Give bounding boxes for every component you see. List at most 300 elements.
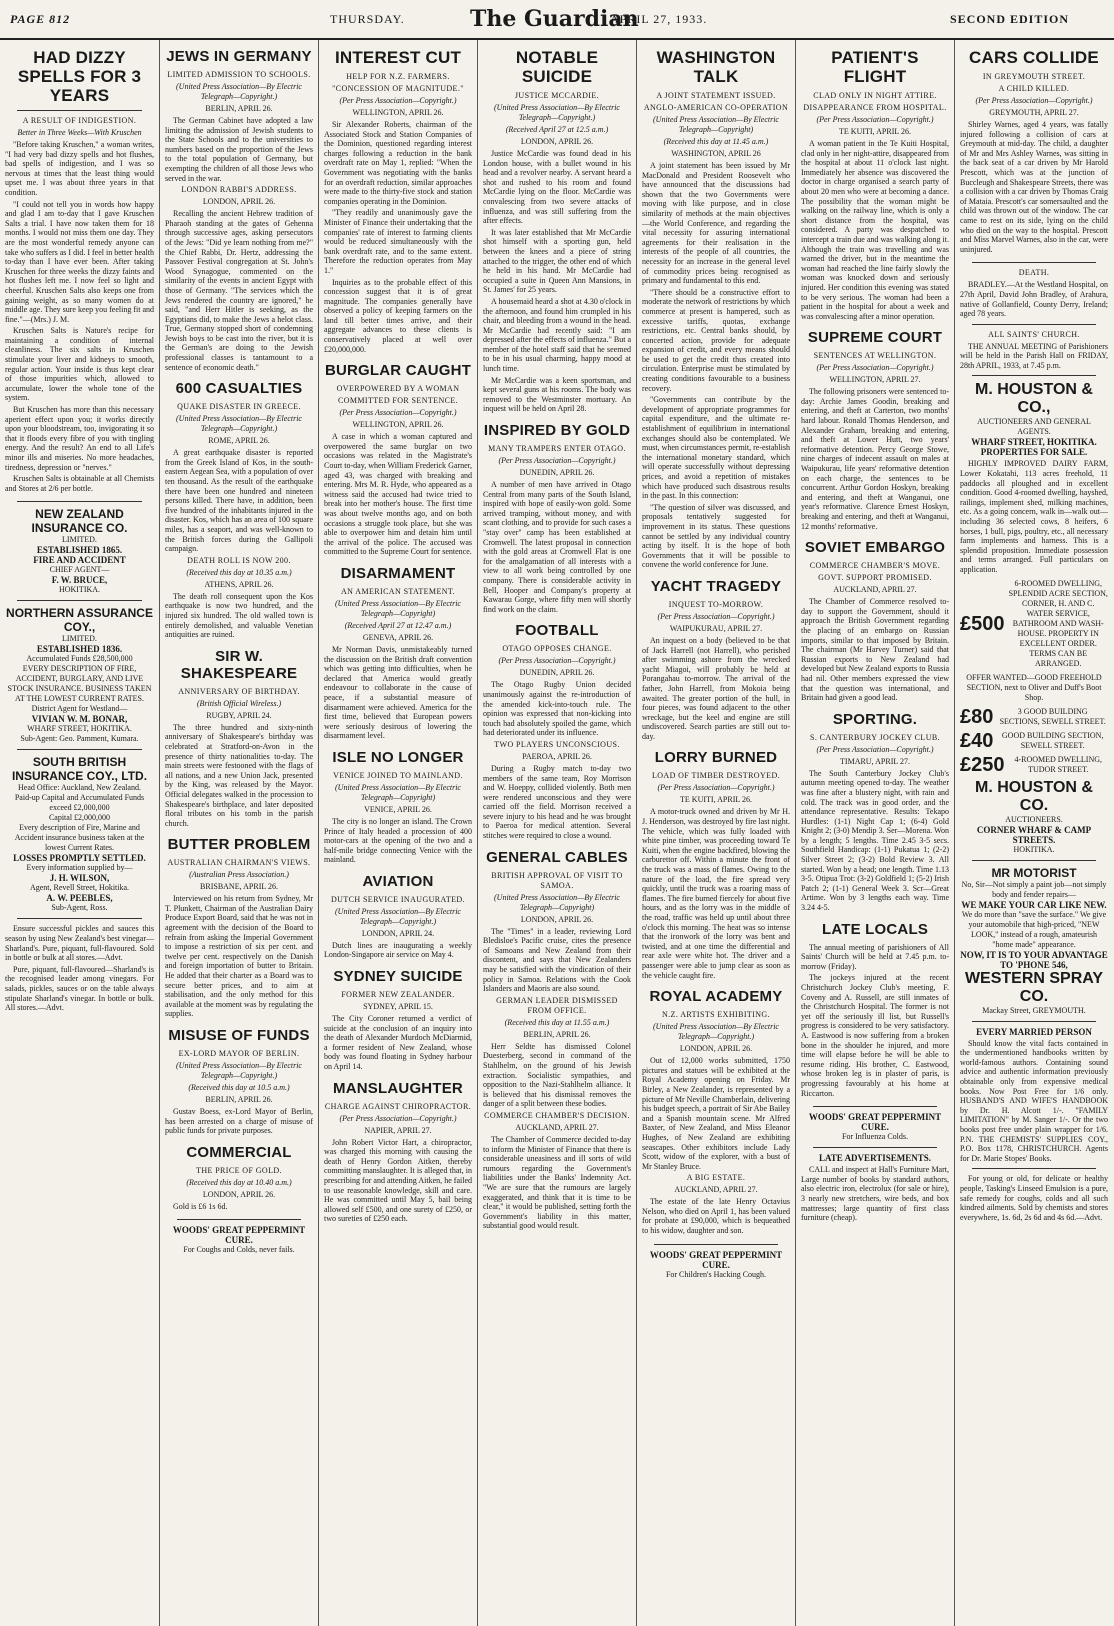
source-line: (United Press Association—By Electric Telegraph—Copyright.) bbox=[653, 1022, 779, 1042]
ad-name: NORTHERN ASSURANCE COY., bbox=[6, 606, 153, 635]
dateline: LONDON, APRIL 26. bbox=[520, 914, 594, 924]
ad-line: Mackay Street, GREYMOUTH. bbox=[982, 1005, 1086, 1015]
ad-name: MR MOTORIST bbox=[991, 865, 1077, 880]
price-row bbox=[960, 579, 1108, 669]
headline: SPORTING. bbox=[832, 710, 918, 728]
subheading: CLAD ONLY IN NIGHT ATTIRE. bbox=[813, 91, 937, 100]
dateline: TE KUITI, APRIL 26. bbox=[839, 127, 911, 136]
headline: SIR W. SHAKESPEARE bbox=[180, 647, 298, 682]
ad-line: A. W. PEEBLES, bbox=[46, 893, 113, 904]
subheading: OVERPOWERED BY A WOMAN bbox=[336, 384, 460, 394]
headline: GENERAL CABLES bbox=[486, 848, 628, 866]
source-line: (Per Press Association—Copyright.) bbox=[339, 1113, 457, 1123]
masthead bbox=[0, 0, 1114, 40]
article-supreme-court bbox=[801, 329, 949, 531]
article-misuse-of-funds bbox=[165, 1027, 313, 1136]
article-manslaughter bbox=[324, 1080, 472, 1224]
ad-nz-insurance bbox=[5, 507, 154, 595]
subheading: "CONCESSION OF MAGNITUDE." bbox=[332, 84, 464, 93]
paragraph: Shirley Warnes, aged 4 years, was fatally injured following a collision of cars at Greymouth at mid-day. The child, a daughter of Mr and Mrs Ashley Warnes, was sitting in the back seat of a car driven by Mr Harold Prescott, which was at the junction of Buccleugh and Shakespeare Streets, there was a collision with a car driven by Thomas Craig of Mataia. Prescott's car somersaulted and the child was thrown out of the window. The car came to rest on its side, lying on the child who died on the way to the hospital. Prescott and Miss Marvel Warnes, also in the car, were uninjured. bbox=[960, 120, 1108, 254]
dateline: ROME, APRIL 26. bbox=[208, 436, 270, 446]
subheading: GERMAN LEADER DISMISSED FROM OFFICE. bbox=[496, 995, 618, 1015]
advert-paragraph: Pure, piquant, full-flavoured—Sharland's is the recognised leader among vinegars. For salads, pickles, sauces or on the table always stipulate Sharland's vinegar. In bottle or bulk. All stores.—Advt. bbox=[5, 964, 154, 1013]
dateline: LONDON, APRIL 26. bbox=[520, 137, 594, 146]
headline: SUPREME COURT bbox=[807, 329, 943, 347]
subheading: EX-LORD MAYOR OF BERLIN. bbox=[178, 1049, 300, 1058]
article-isle-no-longer bbox=[324, 749, 472, 865]
subheading: LOAD OF TIMBER DESTROYED. bbox=[651, 771, 781, 781]
paragraph: The City Coroner returned a verdict of suicide at the conclusion of an inquiry into the death of Alexander Murdoch McDiarmid, a former resident of New Zealand, whose body was found floating in Sydney harbour on April 14. bbox=[324, 1014, 472, 1072]
dateline: WAIPUKURAU, APRIL 27. bbox=[669, 623, 763, 633]
paragraph: Dutch lines are inaugurating a weekly London-Singapore air service on May 4. bbox=[324, 940, 472, 960]
subheading: S. CANTERBURY JOCKEY CLUB. bbox=[809, 732, 941, 742]
headline: SOVIET EMBARGO bbox=[804, 539, 946, 557]
dateline: WELLINGTON, APRIL 27. bbox=[829, 375, 921, 385]
ad-name: WOODS' GREAT PEPPERMINT CURE. bbox=[808, 1112, 942, 1133]
subheading: A JOINT STATEMENT ISSUED. bbox=[656, 91, 776, 100]
divider bbox=[17, 600, 142, 601]
paragraph: An inquest on a body (believed to be that of Jack Harrell (not Harrell), who perished after swimming ashore from the wrecked yacht Miagoi, will probably be held at Porangahau to-morrow. The arrival of the father, John Harrell, from Mokoia being awaited. The greater portion of the hull, in four pieces, was found adjacent to the other wreckage, but the keel and engine are still undiscovered. Search parties are still out to-day. bbox=[642, 635, 790, 741]
column-2 bbox=[159, 40, 318, 1626]
subheading: FORMER NEW ZEALANDER. bbox=[341, 990, 455, 1000]
advert-paragraph: For young or old, for delicate or healthy people, Tasking's Linseed Emulsion is a pure, safe remedy for coughs, colds and all such kindred ailments. Sold by chemists and stores everywhere, 1s. 6d, 2s 6d and 4s 6d.—Advt. bbox=[960, 1174, 1108, 1222]
article-washington-talk bbox=[642, 48, 790, 570]
paragraph: BRADLEY.—At the Westland Hospital, on 27th April, David John Bradley, of Arahura, native of Gollanfield, County Derry, Ireland; aged 78 years. bbox=[960, 280, 1108, 319]
dateline: NAPIER, APRIL 27. bbox=[364, 1125, 432, 1135]
price-row bbox=[960, 707, 1108, 727]
subheading: CHARGE AGAINST CHIROPRACTOR. bbox=[324, 1101, 472, 1111]
ad-name: M. HOUSTON & CO. bbox=[975, 778, 1093, 814]
headline: MANSLAUGHTER bbox=[333, 1079, 463, 1097]
article-kruschen bbox=[5, 48, 154, 493]
dateline: TE KUITI, APRIL 26. bbox=[680, 795, 752, 805]
paragraph: Inquiries as to the probable effect of this concession suggest that it is of great magnitude. The companies generally have observed a policy of keeping farmers on the land till better times arrive, and their aggregate advances to these clients is conservatively placed at well over £20,000,000. bbox=[324, 277, 472, 354]
ad-line: VIVIAN W. M. BONAR, bbox=[31, 714, 128, 725]
masthead-date: APRIL 27, 1933. bbox=[610, 12, 708, 26]
divider bbox=[17, 110, 142, 111]
divider bbox=[972, 262, 1096, 263]
headline: PATIENT'S FLIGHT bbox=[831, 48, 919, 86]
ad-line: AUCTIONEERS AND GENERAL AGENTS. bbox=[977, 417, 1091, 437]
source-line: (United Press Association—By Electric Telegraph—Copyright.) bbox=[176, 1061, 302, 1080]
ad-line: CHIEF AGENT— bbox=[49, 565, 110, 575]
paragraph: The jockeys injured at the recent Christchurch Jockey Club's meeting, F. Coveny and A. Russell, are still inmates of the Christchurch Hospital. The former is not yet off the seriously ill list, but Russell's progress is considered to be very satisfactory. A. Eastwood is now suffering from a broken bone in the shoulder he injured, and more time will elapse before he will be able to resume riding. His brother, C. Eastwood, whose broken leg is in plaster of paris, is progressing favourably at his home at Riccarton. bbox=[801, 973, 949, 1098]
subheading: IN GREYMOUTH STREET. bbox=[982, 72, 1086, 81]
paragraph: The Chamber of Commerce resolved to-day to support the Government, should it approach the British Government regarding the placing of an embargo on Russian imports, similar to that imposed by Britain. The chairman (Mr Harvey Turner) said that Russian exports to New Zealand had developed but New Zealand exports to Russia had nil. Other members expressed the view that the question was international, and Britain had given a good lead. bbox=[801, 597, 949, 703]
article-sydney-suicide bbox=[324, 968, 472, 1072]
paragraph: Justice McCardie was found dead in his London house, with a bullet wound in his head and a revolver nearby. A servant heard a shot and rushed to his room and found McCardie lying on the floor. McCardie was convalescing from two severe attacks of influenza, and was still suffering from the after effects. bbox=[483, 149, 631, 226]
price-row bbox=[960, 755, 1108, 775]
source-line: (Per Press Association—Copyright.) bbox=[339, 408, 457, 418]
dateline: BERLIN, APRIL 26. bbox=[523, 1029, 591, 1039]
subheading: SENTENCES AT WELLINGTON. bbox=[813, 351, 937, 361]
subheading: Better in Three Weeks—With Kruschen bbox=[17, 128, 142, 137]
divider bbox=[17, 918, 142, 919]
paragraph: The South Canterbury Jockey Club's autumn meeting opened to-day. The weather was fine after a blustery night, with rain and cold. The track was in good order, and the attendance representative. Results: Tekapo Hurdles: (1-1) Night Cap 1; (6-4) Gold Knight 2; (3-0) Mendip 3. Ser—Morena. Won by a length; 5 lengths. Time 2.45 3-5 secs. Southfield Handicap: (1-1) Pukatua 1; (2-2) Silver Street 2; (3-2) Bold Review 3. All started. Won by a head; one length. Time 1.13 3-5. Otipua Trot: (3-2) Goldfield 1; (5-2) Irish Patch 2; (1-1) General Week 3. Scr—Great Artime. Won by 3 lengths each way. Time 3.24 4-5. bbox=[801, 768, 949, 913]
divider bbox=[972, 375, 1096, 376]
ad-line: WE MAKE YOUR CAR LIKE NEW. bbox=[961, 899, 1107, 910]
paragraph: A motor-truck owned and driven by Mr H. J. Henderson, was destroyed by fire last night. The vehicle, which was fully loaded with white pine timber, was proceeding toward Te Kuiti, when the engine backfired, blowing the carburettor off. Within a minute the front of the truck was a mass of flames. Owing to the nature of the load, the fire spread very quickly, until the truck was a roaring mass of flames. The fire burned fiercely for about five hours, and as the lorry was in the middle of the road, traffic was held up until about three o'clock this morning. The heat was so intense that the ironwork of the lorry was bent and twisted, and at one time the differential and rear axle were white hot. The driver and a passenger were able to jump clear as soon as the vehicle caught fire. bbox=[642, 807, 790, 980]
paragraph: The German Cabinet have adopted a law limiting the admission of Jewish students to the State Schools and to the universities to numbers based on the proportion of the Jews to the total population of Germany, but exempting the children of all those Jews who served in the war. bbox=[165, 116, 313, 183]
subheading: DUTCH SERVICE INAUGURATED. bbox=[331, 894, 465, 904]
article-royal-academy bbox=[642, 988, 790, 1236]
paragraph: The Chamber of Commerce decided to-day to inform the Minister of Finance that there is considerable uneasiness and ill sorts of wild rumours regarding the Government's liabilities under the Banks' Indemnity Act. "We are sure that the rumours are largely exaggerated, and think that it is time to be clear," it would be published, setting forth the Government's liability in this matter, substantial good would result. bbox=[483, 1134, 631, 1231]
headline: AVIATION bbox=[362, 872, 434, 890]
paragraph: "The question of silver was discussed, and proposals tentatively suggested for improvement in its status. These questions cannot be settled by any individual country acting by itself. It is the hope of both Governments that it will be possible to convene the world conference for June. bbox=[642, 502, 790, 570]
paragraph: Kruschen Salts is Nature's recipe for maintaining a condition of internal cleanliness. The six salts in Kruschen stimulate your liver and kidneys to smooth, regular action. Your inside is thus kept clear of those impurities which, allowed to accumulate, lower the whole tone of the system. bbox=[5, 326, 154, 403]
dateline: LONDON, APRIL 26. bbox=[202, 1189, 276, 1199]
price-description: 6-ROOMED DWELLING, SPLENDID ACRE SECTION, CORNER, H. AND C. WATER SERVICE, BATHROOM AND WASH-HOUSE. PROPERTY IN EXCELLENT ORDER. TERMS CAN BE ARRANGED. bbox=[1008, 578, 1108, 668]
article-jews-in-germany bbox=[165, 48, 313, 372]
ad-line: Sub-Agent: Geo. Pamment, Kumara. bbox=[20, 734, 139, 744]
headline: DISARMAMENT bbox=[340, 564, 456, 582]
paragraph: CALL and inspect at Hall's Furniture Mart, Large number of books by standard authors, also electric iron, electrolux (for sale or hire), 3 nearly new stretchers, wire beds, and box mattresses; large quantity of first class furniture (cheap). bbox=[801, 1165, 949, 1223]
article-cars-collide bbox=[960, 48, 1108, 254]
divider bbox=[972, 860, 1096, 861]
paragraph: It was later established that Mr McCardie shot himself with a sporting gun, held between the knees and a piece of string attached to the trigger, the other end of which he held in his hand. Mr McCardie had occupied a suite in Queen Ann Mansions, in St. James' for 25 years. bbox=[483, 227, 631, 295]
article-burglar-caught bbox=[324, 362, 472, 557]
ad-name: EVERY MARRIED PERSON bbox=[976, 1026, 1092, 1037]
headline: INTEREST CUT bbox=[334, 48, 462, 67]
article-football bbox=[483, 622, 631, 840]
divider bbox=[654, 1244, 778, 1245]
ad-line: Paid-up Capital and Accumulated Funds exceed £2,000,000 bbox=[14, 793, 145, 813]
ad-line: Accumulated Funds £28,500,000 bbox=[26, 654, 133, 664]
price-description: 3 GOOD BUILDING SECTIONS, SEWELL STREET. bbox=[999, 706, 1106, 726]
ad-line: ESTABLISHED 1865. bbox=[36, 545, 123, 556]
ad-line: HOKITIKA. bbox=[58, 585, 101, 595]
ad-line: Every information supplied by— bbox=[26, 863, 133, 873]
ad-name: M. HOUSTON & CO., bbox=[975, 381, 1093, 417]
ad-married-person bbox=[960, 1027, 1108, 1164]
subheading: A CHILD KILLED. bbox=[998, 84, 1070, 93]
source-line: (Per Press Association—Copyright.) bbox=[498, 656, 616, 666]
dateline: AUCKLAND, APRIL 27. bbox=[674, 1185, 758, 1195]
ad-line: CORNER WHARF & CAMP STREETS. bbox=[976, 824, 1092, 845]
subheading: AUSTRALIAN CHAIRMAN'S VIEWS. bbox=[167, 858, 311, 868]
subheading: DEATH. bbox=[1018, 268, 1050, 278]
headline: LATE LOCALS bbox=[821, 920, 929, 938]
source-line: (Received this day at 11.55 a.m.) bbox=[504, 1017, 610, 1027]
page-number: PAGE 812 bbox=[10, 12, 71, 26]
ad-line: For Influenza Colds. bbox=[842, 1132, 908, 1142]
article-shakespeare bbox=[165, 648, 313, 829]
paragraph: Sir Alexander Roberts, chairman of the Associated Stock and Station Companies of the Dominion, questioned regarding interest charges following a reduction in the bank overdraft rate on May 1, replied: "When the Government was negotiating with the banks for an overdraft reduction, similar approaches were made to the thirty-five stock and station companies operating in the Dominion. bbox=[324, 120, 472, 206]
column-4 bbox=[477, 40, 636, 1626]
dateline: GREYMOUTH, APRIL 27. bbox=[989, 108, 1079, 117]
subheading: OTAGO OPPOSES CHANGE. bbox=[502, 644, 612, 654]
paragraph: A woman patient in the Te Kuiti Hospital, clad only in her night-attire, disappeared from the hospital at about 11 o'clock last night. Immediately her absence was discovered the doctor in charge organised a search party of about 20 men who were at becoming a dance. The possibility that the woman might be walking on the railway line, which is only a short distance from the hospital, was considered. A party was despatched to intercept a train due and was walking along it. Although the train was travelling and was warned the driver, but in the meantime the woman had reached the line fairly slowly the woman was knocked down and seriously injured. Her condition this evening was stated to be very serious. The woman had been a patient in the hospital for about a week and was convalescing after a minor operation. bbox=[801, 139, 949, 321]
subheading: ANNIVERSARY OF BIRTHDAY. bbox=[178, 686, 300, 696]
ad-line: WHARF STREET, HOKITIKA. bbox=[971, 437, 1097, 448]
price-row bbox=[960, 731, 1108, 751]
ad-m-houston bbox=[960, 381, 1108, 854]
paragraph: During a Rugby match to-day two members of the same team, Roy Morrison and W. Hoeppy, collided violently. Both men were rendered unconscious and they were carried off the field. Morrison received a severe injury to his head and he was brought to Paeroa for medical attention. Several stitches were required to close a wound. bbox=[483, 763, 631, 841]
subheading: COMMITTED FOR SENTENCE. bbox=[337, 396, 459, 406]
ad-line: Sub-Agent, Ross. bbox=[51, 903, 108, 913]
article-disarmament bbox=[324, 565, 472, 741]
ad-line: For Children's Hacking Cough. bbox=[665, 1269, 767, 1279]
source-line: (British Official Wireless.) bbox=[196, 698, 282, 708]
subheading: VENICE JOINED TO MAINLAND. bbox=[333, 770, 463, 780]
subheading: LONDON RABBI'S ADDRESS. bbox=[181, 185, 297, 195]
divider bbox=[813, 1147, 937, 1148]
source-line: (Received April 27 at 12.5 a.m.) bbox=[505, 125, 609, 134]
headline: WASHINGTON TALK bbox=[656, 48, 776, 86]
headline: ROYAL ACADEMY bbox=[649, 988, 783, 1006]
subheading: HELP FOR N.Z. FARMERS. bbox=[346, 72, 450, 81]
divider bbox=[972, 1168, 1096, 1169]
source-line: (United Press Association—By Electric Telegraph—Copyright.) bbox=[176, 414, 302, 434]
price: £40 bbox=[960, 729, 994, 752]
headline: ISLE NO LONGER bbox=[332, 748, 464, 766]
paragraph: Herr Seldte has dismissed Colonel Duesterberg, second in command of the Stahlhelm, on the ground of his Jewish extraction. Socialistic sympathies, and opposition to the Nazi-Stahlhelm alliance. It is believed that his dismissal removes the danger of a split between these bodies. bbox=[483, 1041, 631, 1109]
article-patients-flight bbox=[801, 48, 949, 321]
headline: SYDNEY SUICIDE bbox=[333, 968, 463, 986]
dateline: LONDON, APRIL 24. bbox=[361, 928, 435, 938]
ad-line: Every description of Fire, Marine and Accident insurance business taken at the lowest Current Rates. bbox=[14, 823, 145, 853]
ad-western-spray bbox=[960, 866, 1108, 1016]
article-aviation bbox=[324, 873, 472, 960]
paragraph: Should know the vital facts contained in the undermentioned handbooks written by world-famous authors. Containing sound advice and authentic information previously obtainable only from expensive medical books. Now Post Free for 1/6 only. HUSBAND'S AND WIFE'S HANDBOOK by Dr. H. Alcott 1/-. "FAMILY LIMITATION" by M. Sanger 1/-. Or the two books post free under plain wrapper for 1/6. P.N. THE CHEMISTS' SUPPLIES COY., P.O. Box 1178, CHRISTCHURCH. Agents for Dr. Marie Stopes' Books. bbox=[960, 1038, 1108, 1163]
ad-line: LIMITED. bbox=[62, 634, 97, 644]
dateline: TIMARU, APRIL 27. bbox=[840, 756, 910, 766]
article-lorry-burned bbox=[642, 749, 790, 980]
article-soviet-embargo bbox=[801, 539, 949, 703]
dateline: DUNEDIN, APRIL 26. bbox=[519, 668, 595, 678]
column-6 bbox=[795, 40, 954, 1626]
subheading: COMMERCE CHAMBER'S MOVE. bbox=[809, 561, 941, 571]
ad-line: No, Sir—Not simply a paint job—not simply body and fender repairs— bbox=[961, 879, 1107, 899]
dateline: LONDON, APRIL 26. bbox=[679, 1044, 753, 1054]
headline: MISUSE OF FUNDS bbox=[168, 1027, 310, 1044]
ad-name: WESTERN SPRAY CO. bbox=[964, 969, 1104, 1005]
paragraph: "Before taking Kruschen," a woman writes, "I had very bad dizzy spells and hot flushes, bad spells of indigestion, and I was so nervous at times that the least thing would upset me. I was about three years in that condition. bbox=[5, 140, 154, 197]
source-line: (Received this day at 10.35 a.m.) bbox=[186, 567, 292, 577]
dateline: ATHENS, APRIL 26. bbox=[204, 579, 274, 589]
subheading: A RESULT OF INDIGESTION. bbox=[22, 116, 137, 125]
divider bbox=[813, 1106, 937, 1107]
source-line: (Per Press Association—Copyright.) bbox=[657, 783, 775, 793]
dateline: BRISBANE, APRIL 26. bbox=[200, 882, 278, 892]
paragraph: "There should be a constructive effort to moderate the network of restrictions by which commerce at present is hampered, such as excessive tariffs, quotas, exchange restrictions, etc. Central banks should, by concerted action, provide for adequate expansion of credit, and every means should be used to get the credit thus created into circulation. Enterprise must be stimulated by creating conditions favourable to a business recovery. bbox=[642, 287, 790, 393]
ad-line: EVERY DESCRIPTION OF FIRE, ACCIDENT, BURGLARY, AND LIVE STOCK INSURANCE. BUSINESS TAKEN AT THE LOWEST CURRENT RATES. bbox=[7, 664, 152, 704]
dateline: AUCKLAND, APRIL 27. bbox=[515, 1122, 599, 1132]
paragraph: Mr McCardie was a keen sportsman, and kept several guns at his rooms. The body was removed to the Westminster mortuary. An inquest will be held on April 28. bbox=[483, 375, 631, 414]
subheading: LIMITED ADMISSION TO SCHOOLS. bbox=[167, 70, 311, 79]
ad-line: F. W. BRUCE, bbox=[51, 575, 108, 586]
dateline: PAEROA, APRIL 26. bbox=[522, 751, 592, 761]
price: £500 bbox=[960, 612, 1005, 635]
dateline: AUCKLAND, APRIL 27. bbox=[833, 585, 917, 595]
dateline: WASHINGTON, APRIL 26 bbox=[671, 149, 761, 158]
article-general-cables bbox=[483, 849, 631, 1231]
source-line: (United Press Association—By Electric Telegraph—Copyright.) bbox=[335, 906, 461, 926]
source-line: (Per Press Association—Copyright.) bbox=[498, 456, 616, 466]
source-line: (United Press Association—By Electric Telegraph—Copyright) bbox=[653, 115, 779, 134]
price-description: GOOD BUILDING SECTION, SEWELL STREET. bbox=[1001, 730, 1104, 750]
divider bbox=[972, 324, 1096, 325]
headline: JEWS IN GERMANY bbox=[166, 48, 312, 65]
divider bbox=[17, 501, 142, 502]
paragraph: Kruschen Salts is obtainable at all Chemists and Stores at 2/6 per bottle. bbox=[5, 474, 154, 493]
paragraph: "They readily and unanimously gave the Minister of Finance their undertaking that the companies' rate of interest to farming clients would be reduced simultaneously with the bank overdraft rate, and to the same extent. Therefore the reduction operates from May 1." bbox=[324, 208, 472, 275]
subheading: ALL SAINTS' CHURCH. bbox=[988, 329, 1080, 339]
ad-line: For Coughs and Colds, never fails. bbox=[183, 1245, 295, 1255]
paragraph: Gustav Boess, ex-Lord Mayor of Berlin, has been arrested on a charge of misuse of public funds for private purposes. bbox=[165, 1107, 313, 1136]
subheading: ANGLO-AMERICAN CO-OPERATION bbox=[643, 103, 789, 112]
column-5 bbox=[636, 40, 795, 1626]
dateline: BERLIN, APRIL 26. bbox=[205, 1095, 273, 1104]
dateline: BERLIN, APRIL 26. bbox=[205, 104, 273, 113]
paragraph: THE ANNUAL MEETING of Parishioners will be held in the Parish Hall on FRIDAY, 28th APRIL, 1933, at 7.45 p.m. bbox=[960, 341, 1108, 370]
source-line: (United Press Association—By Electric Telegraph—Copyright) bbox=[335, 782, 461, 802]
subheading: MANY TRAMPERS ENTER OTAGO. bbox=[488, 444, 626, 454]
divider bbox=[972, 1021, 1096, 1022]
column-7 bbox=[954, 40, 1113, 1626]
headline: BURGLAR CAUGHT bbox=[324, 362, 472, 380]
headline: CARS COLLIDE bbox=[969, 48, 1099, 67]
ad-name: SOUTH BRITISH INSURANCE COY., LTD. bbox=[11, 755, 148, 784]
article-commercial bbox=[165, 1144, 313, 1212]
headline: 600 CASUALTIES bbox=[175, 380, 303, 398]
paragraph: The Otago Rugby Union decided unanimously against the re-introduction of the amended kick-into-touch rule. The opinion was expressed that non-kicking into touch had absolutely spoiled the game, which had deteriorated under its influence. bbox=[483, 680, 631, 738]
subheading: QUAKE DISASTER IN GREECE. bbox=[177, 402, 301, 412]
dateline: GENEVA, APRIL 26. bbox=[362, 632, 434, 642]
ad-line: District Agent for Westland— bbox=[31, 704, 128, 714]
advert-paragraph: Ensure successful pickles and sauces this season by using New Zealand's best vinegar—Sharland's. Pure, piquant, full-flavoured. Sold in bottle or bulk at all stores.—Advt. bbox=[5, 924, 154, 963]
source-line: (Per Press Association—Copyright.) bbox=[816, 744, 934, 754]
paragraph: Interviewed on his return from Sydney, Mr T. Plunkett, Chairman of the Australian Dairy Produce Export Board, said that he was not in agreement with the decision of the Board to refrain from asking the Imperial Government to impose a restriction of six per cent. and twelve per cent. respectively on the Danish and foreign importation of butter to Britain. He added that their charter as a Board was to secure better prices, and to aim at stabilisation, and the only method for this available at the moment was by regulating the supplies. bbox=[165, 894, 313, 1019]
ad-line: Head Office: Auckland, New Zealand. bbox=[18, 783, 141, 793]
dateline: DUNEDIN, APRIL 26. bbox=[519, 468, 595, 478]
divider bbox=[17, 749, 142, 750]
ad-line: LOSSES PROMPTLY SETTLED. bbox=[13, 853, 146, 864]
subheading: BRITISH APPROVAL OF VISIT TO SAMOA. bbox=[491, 870, 623, 890]
ad-line: LIMITED. bbox=[62, 535, 97, 545]
paragraph: A case in which a woman captured and overpowered the same burglar on two occasions was related in the Magistrate's Court to-day, when William Frederick Garner, aged 43, was charged with breaking and entering. Mrs M. R. Hyde, who appeared as a witness said the accused had twice tried to break into her mother's house. The first time was about twelve months ago, and on both occasions a struggle took place, but she was able to overpower him and detain him until the arrival of the police. The accused was committed to the Supreme Court for sentence. bbox=[324, 432, 472, 557]
subheading: COMMERCE CHAMBER'S DECISION. bbox=[484, 1110, 630, 1120]
dateline: WELLINGTON, APRIL 26. bbox=[352, 108, 444, 117]
paragraph: A number of men have arrived in Otago Central from many parts of the South Island, inspired with hope of easily-won gold. Some arrived tramping, without money, and with scant clothing, and to provide for such cases a "stay over" camp has been established at Cromwell. The latest proposal in connection with the gold areas at Cromwell Flat is one for the amalgamation of all interests with a view to all work being controlled by one company. There is considerable activity in Bell, Hooper and Company's property at Kawarau Gorge, where fifty men will shortly find work on the claim. bbox=[483, 480, 631, 614]
headline: YACHT TRAGEDY bbox=[650, 577, 782, 595]
ad-name: WOODS' GREAT PEPPERMINT CURE. bbox=[172, 1225, 306, 1246]
article-butter-problem bbox=[165, 836, 313, 1019]
subheading: A BIG ESTATE. bbox=[686, 1173, 746, 1183]
subheading: DISAPPEARANCE FROM HOSPITAL. bbox=[803, 103, 947, 112]
source-line: (Per Press Association—Copyright.) bbox=[816, 363, 934, 373]
ad-woods-peppermint bbox=[165, 1225, 313, 1255]
article-interest-cut bbox=[324, 48, 472, 354]
ad-south-british bbox=[5, 755, 154, 913]
ad-line: FIRE AND ACCIDENT bbox=[33, 555, 126, 566]
headline: INSPIRED BY GOLD bbox=[483, 422, 631, 440]
paragraph: The "Times" in a leader, reviewing Lord Bledisloe's Pacific cruise, cites the presence of Samoans and New Zealand from their discontent, and says that New Zealanders may be satisfied with the vindication of their policy in Samoa. Relations with the Cook Islanders and Maoris are also sound. bbox=[483, 926, 631, 994]
ad-line: Agent, Revell Street, Hokitika. bbox=[29, 883, 130, 893]
subheading: TWO PLAYERS UNCONSCIOUS. bbox=[494, 739, 620, 749]
headline: LORRY BURNED bbox=[654, 749, 778, 767]
dateline: VENICE, APRIL 26. bbox=[364, 804, 432, 814]
paragraph: Recalling the ancient Hebrew tradition of Pharaoh standing at the gates of Gehenna through successive ages, asking persecutors of the Jews: "Did ye learn nothing from me?" the Chief Rabbi, Dr. Hertz, addressing the Passover Festival congregation at St. John's Wood Synagogue, commented on the similarity of the events in ancient Egypt with those of Germany. "The services which the Jews rendered the country are ignored," he said, "and Herr Hitler is seeking, as the Egyptians did, to make the Jews a helot class. True, Germany stopped short of condemning Jewish boys to be cast into the river, but it is the German's are doing to the Jewish professional classes is tantamount to a sentence of economic death." bbox=[165, 209, 313, 372]
divider bbox=[177, 1219, 301, 1220]
paragraph: HIGHLY IMPROVED DAIRY FARM, Lower Kokatahi, 113 acres freehold, 11 paddocks all ploughed and in excellent condition. Good 4-roomed dwelling, hayshed, railings, implement shed, milking machines, etc. As a going concern, walk in—walk out—including 36 selected cows, 8 heifers, 6 horses, 1 bull, pigs, poultry, etc., all necessary farm implements and harness. This is a splendid proposition. Immediate possession and terms arranged. Full particulars on application. bbox=[960, 459, 1108, 574]
headline: COMMERCIAL bbox=[186, 1143, 292, 1161]
paragraph: The annual meeting of parishioners of All Saints' Church will be held at 7.45 p.m. to-morrow (Friday). bbox=[801, 942, 949, 971]
paragraph: "Governments can contribute by the development of appropriate programmes for capital expenditure, and the ultimate re-establishment of equilibrium in international exchanges should also be contemplated. We must, when circumstances permit, re-establish the international monetary standard, which will operate successfully without depressing prices, and avoid a repetition of mistakes which have produced such disastrous results in the past. In this connection: bbox=[642, 395, 790, 501]
paragraph: Mr Norman Davis, unmistakeably turned the discussion on the British draft convention which was getting into difficulties, when he declared that America would greatly endeavour to collaborate in the cause of peace, if a substantial measure of disarmament were achieved. America for the first time, believed that European powers were seriously desirous of lowering the disarmament level. bbox=[324, 644, 472, 741]
source-line: (Received this day at 10.40 a.m.) bbox=[186, 1177, 292, 1187]
ad-name: WOODS' GREAT PEPPERMINT CURE. bbox=[649, 1249, 783, 1270]
price-description: OFFER WANTED—GOOD FREEHOLD SECTION, next to Oliver and Duff's Boot Shop. bbox=[966, 672, 1102, 702]
subheading: N.Z. ARTISTS EXHIBITING. bbox=[661, 1010, 770, 1020]
ad-name: NEW ZEALAND INSURANCE CO. bbox=[31, 507, 128, 536]
source-line: (United Press Association—By Electric Telegraph—Copyright.) bbox=[494, 103, 620, 122]
ad-line: NOW, IT IS TO YOUR ADVANTAGE TO 'PHONE 546, bbox=[960, 949, 1108, 970]
newspaper-title: The Guardian bbox=[470, 6, 639, 32]
price: £250 bbox=[960, 753, 1005, 776]
paragraph: The city is no longer an island. The Crown Prince of Italy headed a procession of 400 motor-cars at the opening of the two and a half-mile bridge connecting Venice with the mainland. bbox=[324, 816, 472, 865]
paragraph: A joint statement has been issued by Mr MacDonald and President Roosevelt who have announced that the discussions had shown that the two Governments were moving with like purpose, and in close similarity of methods at the main objectives—the World Conference, and regarding the vital necessity for assuring international agreements for their realisation in the interests of the people of all countries, the necessity for an increase in the general level of commodity prices being recognised as primary and fundamental to this end. bbox=[642, 161, 790, 286]
ad-late-advertisements bbox=[801, 1153, 949, 1223]
price: £80 bbox=[960, 705, 994, 728]
ad-line: J. H. WILSON, bbox=[49, 873, 110, 884]
paragraph: The death roll consequent upon the Kos earthquake is now two hundred, and the injured six hundred. The old walled town is entirely demolished, and valuable Venetian antiquities are ruined. bbox=[165, 591, 313, 640]
paragraph: A housemaid heard a shot at 4.30 o'clock in the afternoon, and found him crumpled in his chair, and bleeding from a wound in the head. Mr McCardie had recently said: "I am depressed after the effects of influenza." But a member of the hotel staff said that he seemed to be in his usual charming, happy mood at lunch time. bbox=[483, 296, 631, 374]
subheading: JUSTICE MCCARDIE. bbox=[514, 91, 600, 100]
article-notable-suicide bbox=[483, 48, 631, 414]
paragraph: The three hundred and sixty-ninth anniversary of Shakespeare's birthday was celebrated at Stratford-on-Avon in the presence of thirty nationalities to-day. The main streets were festooned with the flags of all nations, and a new Union Jack, presented by the King, was released by the Mayor. Official delegates walked in the procession to Shakespeare's birthplace, and later deposited floral tributes on his tomb in the parish church. bbox=[165, 722, 313, 828]
ad-woods-peppermint bbox=[642, 1250, 790, 1280]
article-late-locals bbox=[801, 921, 949, 1099]
paragraph: The estate of the late Henry Octavius Nelson, who died on April 1, has been valued for probate at £90,000, which is bequeathed to his widow, daughter and son. bbox=[642, 1197, 790, 1236]
ad-line: WHARF STREET, HOKITIKA. bbox=[27, 724, 132, 734]
headline: NOTABLE SUICIDE bbox=[515, 48, 599, 86]
dateline: WELLINGTON, APRIL 26. bbox=[352, 420, 444, 430]
article-inspired-by-gold bbox=[483, 422, 631, 614]
source-line: (United Press Association—By Electric Telegraph—Copyright) bbox=[335, 598, 461, 618]
paragraph: A great earthquake disaster is reported from the Greek Island of Kos, in the south-eastern Aegean Sea, with a population of over ten thousand. As the result of the earthquake there have been one hundred and nineteen persons killed. There have, in addition, been five hundred of the inhabitants injured in the disaster. Kos, which has an area of 100 square miles, has a seaport, and was well-known to the British forces during the Gallipoli campaign. bbox=[165, 448, 313, 554]
ad-line: ESTABLISHED 1836. bbox=[36, 644, 123, 655]
paragraph: Out of 12,000 works submitted, 1750 pictures and statues will be exhibited at the Royal Academy opening on Friday. Mr Birley, a New Zealander, is represented by a picture of Mr Neville Chamberlain, delivering his budget speech, a portrait of Sir Abe Bailey and a Spanish mountain scene. Mr Alfred Baxter, of New Zealand, and Miss Eleanor Hughes, of New Zealand are exhibiting seascapes. Other exhibitors include Lady Scott, widow of the explorer, with a bust of Mr Stanley Bruce. bbox=[642, 1056, 790, 1171]
source-line: (United Press Association—By Electric Telegraph—Copyright.) bbox=[176, 82, 302, 101]
subheading: THE PRICE OF GOLD. bbox=[196, 1165, 282, 1175]
subheading: DEATH ROLL IS NOW 200. bbox=[187, 555, 291, 565]
source-line: (Australian Press Association.) bbox=[189, 870, 289, 880]
paragraph: John Robert Victor Hart, a chiropractor, was charged this morning with causing the death of Henry Gordon Aitken, thereby committing manslaughter. It is alleged that, in prescribing for and attending Aitken, he failed to use reasonable knowledge, skill and care. He was committed until May 5, bail being allowed self £500, and one surety of £250, or two sureties of £250 each. bbox=[324, 1137, 472, 1224]
ad-line: HOKITIKA. bbox=[1013, 844, 1055, 854]
subheading: AN AMERICAN STATEMENT. bbox=[340, 586, 455, 596]
subheading: GOVT. SUPPORT PROMISED. bbox=[818, 573, 932, 583]
article-600-casualties bbox=[165, 380, 313, 640]
ad-line: Capital £2,000,000 bbox=[48, 813, 111, 823]
ad-northern-assurance bbox=[5, 606, 154, 744]
column-1 bbox=[0, 40, 159, 1626]
ad-woods-peppermint bbox=[801, 1112, 949, 1142]
ad-line: We do more than "save the surface." We give your automobile that high-priced, "NEW LOOK," instead of a rough, amateurish "home made" appearance. bbox=[961, 909, 1107, 949]
masthead-day: THURSDAY. bbox=[330, 12, 405, 26]
source-line: (Per Press Association—Copyright.) bbox=[339, 96, 457, 105]
edition-label: SECOND EDITION bbox=[950, 12, 1070, 26]
source-line: (Received this day at 10.5 a.m.) bbox=[188, 1083, 290, 1092]
paragraph: Gold is £6 1s 6d. bbox=[173, 1201, 228, 1211]
dateline: SYDNEY, APRIL 15. bbox=[363, 1002, 433, 1012]
headline: BUTTER PROBLEM bbox=[167, 836, 311, 854]
article-yacht-tragedy bbox=[642, 578, 790, 742]
paragraph: But Kruschen has more than this necessary aperient effect upon you; it works directly upon your bloodstream, too, invigorating it so that it floods every fibre of you with tingling energy. And the result? An end to all Life's minor ills and miseries. No more headaches, tiredness, depression or "nerves." bbox=[5, 405, 154, 472]
column-3 bbox=[318, 40, 477, 1626]
paragraph: "I could not tell you in words how happy and glad I am to-day that I gave Kruschen Salts a trial. I have now taken them for 18 months. I would not miss them one day. They are the most wonderful remedy anyone can take who suffers as I did. I feel in better health to-day than I have ever been. After taking Kruschen for three weeks the dizzy faints and hot flushes left me. I now feel so light and cheerful. Kruschen Salts also keeps one from gaining weight, as so many women do at middle age. They sure keep you feeling fit and fine."—(Mrs.) J. M. bbox=[5, 199, 154, 324]
columns bbox=[0, 40, 1114, 1626]
